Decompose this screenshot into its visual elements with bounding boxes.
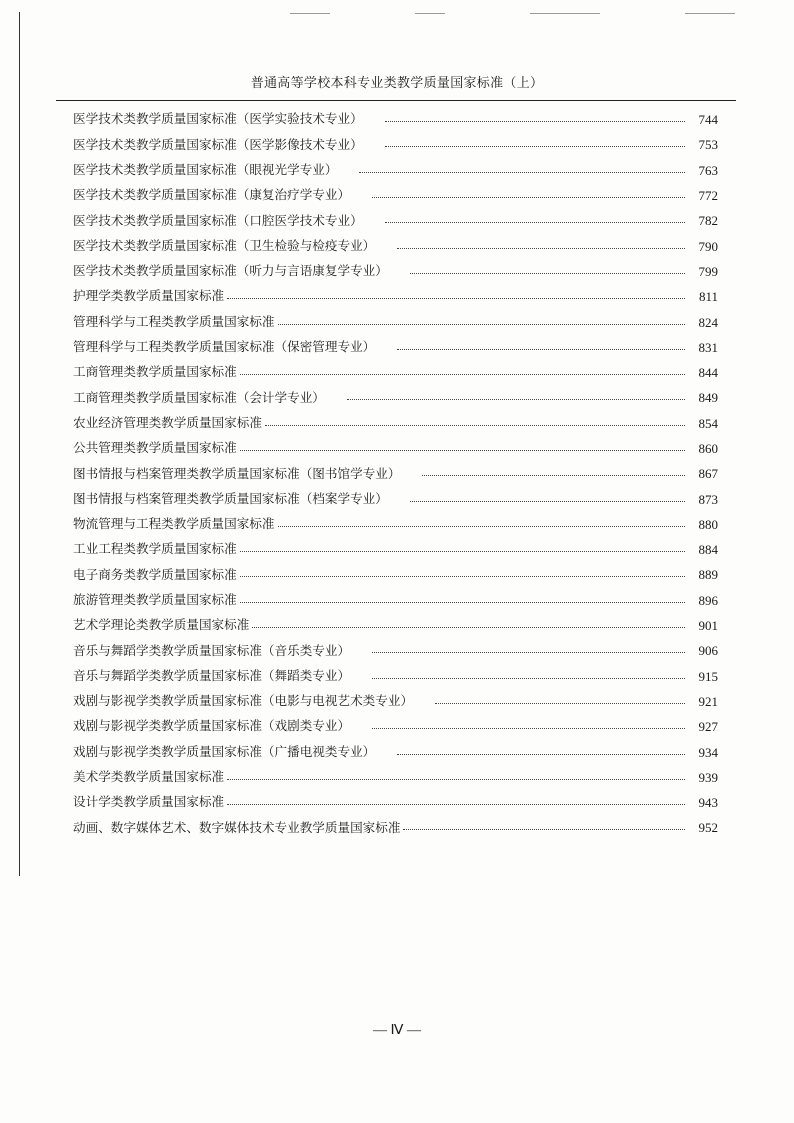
- toc-entry-title: 戏剧与影视学类教学质量国家标准（广播电视类专业）: [73, 743, 376, 759]
- dot-leader: [347, 399, 685, 400]
- toc-entry-page: 943: [698, 795, 718, 811]
- toc-entry-title: 图书情报与档案管理类教学质量国家标准（图书馆学专业）: [73, 465, 401, 481]
- toc-entry-title: 旅游管理类教学质量国家标准: [73, 591, 237, 607]
- toc-entry[interactable]: [73, 765, 718, 790]
- toc-entry-title: 医学技术类教学质量国家标准（口腔医学技术专业）: [73, 212, 363, 228]
- dot-leader: [227, 779, 685, 780]
- toc-entry-page: 939: [698, 769, 718, 785]
- page-number: — Ⅳ —: [373, 1023, 421, 1038]
- dot-leader: [240, 374, 685, 375]
- toc-entry-page: 811: [698, 289, 718, 305]
- dot-leader: [403, 829, 685, 830]
- toc-entry-title: 医学技术类教学质量国家标准（康复治疗学专业）: [73, 187, 351, 203]
- toc-entry-page: 884: [698, 542, 718, 558]
- toc-entry-page: 927: [698, 719, 718, 735]
- toc-entry-page: 934: [698, 744, 718, 760]
- toc-entry-page: 753: [698, 137, 718, 153]
- toc-entry-title: 电子商务类教学质量国家标准: [73, 566, 237, 582]
- toc-entry[interactable]: [73, 335, 718, 360]
- dot-leader: [410, 501, 685, 502]
- toc-entry-title: 工业工程类教学质量国家标准: [73, 541, 237, 557]
- toc-entry-title: 图书情报与档案管理类教学质量国家标准（档案学专业）: [73, 490, 388, 506]
- toc-entry-title: 医学技术类教学质量国家标准（听力与言语康复学专业）: [73, 263, 388, 279]
- toc-entry-title: 戏剧与影视学类教学质量国家标准（戏剧类专业）: [73, 718, 351, 734]
- toc-entry[interactable]: [73, 360, 718, 385]
- toc-entry-page: 763: [698, 162, 718, 178]
- toc-entry-title: 管理科学与工程类教学质量国家标准（保密管理专业）: [73, 339, 376, 355]
- toc-entry[interactable]: [73, 512, 718, 537]
- toc-entry-page: 952: [698, 820, 718, 836]
- toc-entry-title: 护理学类教学质量国家标准: [73, 288, 225, 304]
- dot-leader: [385, 121, 685, 122]
- toc-entry-title: 公共管理类教学质量国家标准: [73, 440, 237, 456]
- toc-entry-page: 889: [698, 567, 718, 583]
- toc-entry-title: 物流管理与工程类教学质量国家标准: [73, 516, 275, 532]
- dot-leader: [372, 728, 685, 729]
- toc-entry-title: 工商管理类教学质量国家标准: [73, 364, 237, 380]
- toc-entry[interactable]: [73, 461, 718, 486]
- toc-entry-title: 工商管理类教学质量国家标准（会计学专业）: [73, 389, 325, 405]
- table-of-contents: [73, 107, 718, 841]
- dot-leader: [278, 324, 686, 325]
- dot-leader: [240, 551, 685, 552]
- toc-entry-title: 艺术学理论类教学质量国家标准: [73, 617, 250, 633]
- toc-entry[interactable]: [73, 638, 718, 663]
- dot-leader: [410, 273, 685, 274]
- toc-entry-page: 906: [698, 643, 718, 659]
- toc-entry[interactable]: [73, 309, 718, 334]
- dot-leader: [422, 475, 685, 476]
- toc-entry-page: 873: [698, 491, 718, 507]
- toc-entry-title: 动画、数字媒体艺术、数字媒体技术专业教学质量国家标准: [73, 819, 401, 835]
- toc-entry[interactable]: [73, 790, 718, 815]
- toc-entry[interactable]: [73, 486, 718, 511]
- scan-specks: [0, 13, 794, 17]
- dot-leader: [385, 222, 685, 223]
- dot-leader: [240, 602, 685, 603]
- toc-entry-page: 896: [698, 592, 718, 608]
- toc-entry-page: 831: [698, 339, 718, 355]
- toc-entry[interactable]: [73, 208, 718, 233]
- toc-entry-title: 医学技术类教学质量国家标准（眼视光学专业）: [73, 161, 338, 177]
- toc-entry-page: 844: [698, 365, 718, 381]
- toc-entry-title: 戏剧与影视学类教学质量国家标准（电影与电视艺术类专业）: [73, 693, 414, 709]
- toc-entry[interactable]: [73, 158, 718, 183]
- toc-entry[interactable]: [73, 436, 718, 461]
- toc-entry[interactable]: [73, 284, 718, 309]
- dot-leader: [227, 298, 685, 299]
- toc-entry[interactable]: [73, 714, 718, 739]
- dot-leader: [278, 526, 686, 527]
- toc-entry-page: 782: [698, 213, 718, 229]
- dot-leader: [252, 627, 685, 628]
- toc-entry-page: 824: [698, 314, 718, 330]
- toc-entry[interactable]: [73, 183, 718, 208]
- toc-entry-page: 772: [698, 188, 718, 204]
- toc-entry[interactable]: [73, 815, 718, 840]
- toc-entry-page: 880: [698, 516, 718, 532]
- toc-entry-title: 音乐与舞蹈学类教学质量国家标准（音乐类专业）: [73, 642, 351, 658]
- toc-entry-title: 管理科学与工程类教学质量国家标准: [73, 313, 275, 329]
- dot-leader: [397, 248, 685, 249]
- dot-leader: [372, 652, 685, 653]
- running-header: 普通高等学校本科专业类教学质量国家标准（上）: [250, 76, 544, 91]
- toc-entry-title: 农业经济管理类教学质量国家标准: [73, 414, 262, 430]
- dot-leader: [359, 172, 685, 173]
- toc-entry-title: 设计学类教学质量国家标准: [73, 794, 225, 810]
- toc-entry[interactable]: [73, 132, 718, 157]
- toc-entry-title: 医学技术类教学质量国家标准（卫生检验与检疫专业）: [73, 237, 376, 253]
- dot-leader: [397, 754, 685, 755]
- dot-leader: [227, 804, 685, 805]
- dot-leader: [372, 197, 685, 198]
- toc-entry[interactable]: [73, 259, 718, 284]
- toc-entry[interactable]: [73, 107, 718, 132]
- dot-leader: [435, 703, 685, 704]
- toc-entry-page: 867: [698, 466, 718, 482]
- toc-entry[interactable]: [73, 562, 718, 587]
- toc-entry[interactable]: [73, 537, 718, 562]
- dot-leader: [397, 349, 685, 350]
- toc-entry-page: 921: [698, 693, 718, 709]
- toc-entry-page: 790: [698, 238, 718, 254]
- toc-entry-title: 医学技术类教学质量国家标准（医学实验技术专业）: [73, 111, 363, 127]
- toc-entry[interactable]: [73, 233, 718, 258]
- toc-entry[interactable]: [73, 739, 718, 764]
- toc-entry[interactable]: [73, 664, 718, 689]
- dot-leader: [240, 576, 685, 577]
- dot-leader: [372, 678, 685, 679]
- toc-entry[interactable]: [73, 588, 718, 613]
- toc-entry[interactable]: [73, 613, 718, 638]
- toc-entry-page: 849: [698, 390, 718, 406]
- toc-entry-page: 799: [698, 263, 718, 279]
- toc-entry-page: 860: [698, 441, 718, 456]
- toc-entry-title: 音乐与舞蹈学类教学质量国家标准（舞蹈类专业）: [73, 667, 351, 683]
- binding-edge-line: [19, 12, 20, 876]
- toc-entry[interactable]: [73, 411, 718, 436]
- dot-leader: [240, 450, 685, 451]
- toc-entry[interactable]: [73, 689, 718, 714]
- toc-entry[interactable]: [73, 385, 718, 410]
- toc-entry-page: 915: [698, 668, 718, 684]
- toc-entry-title: 美术学类教学质量国家标准: [73, 769, 225, 785]
- header-rule: [56, 100, 736, 101]
- dot-leader: [265, 425, 685, 426]
- toc-entry-page: 744: [698, 112, 718, 128]
- toc-entry-page: 901: [698, 618, 718, 634]
- toc-entry-page: 854: [698, 415, 718, 431]
- dot-leader: [385, 146, 685, 147]
- toc-entry-title: 医学技术类教学质量国家标准（医学影像技术专业）: [73, 136, 363, 152]
